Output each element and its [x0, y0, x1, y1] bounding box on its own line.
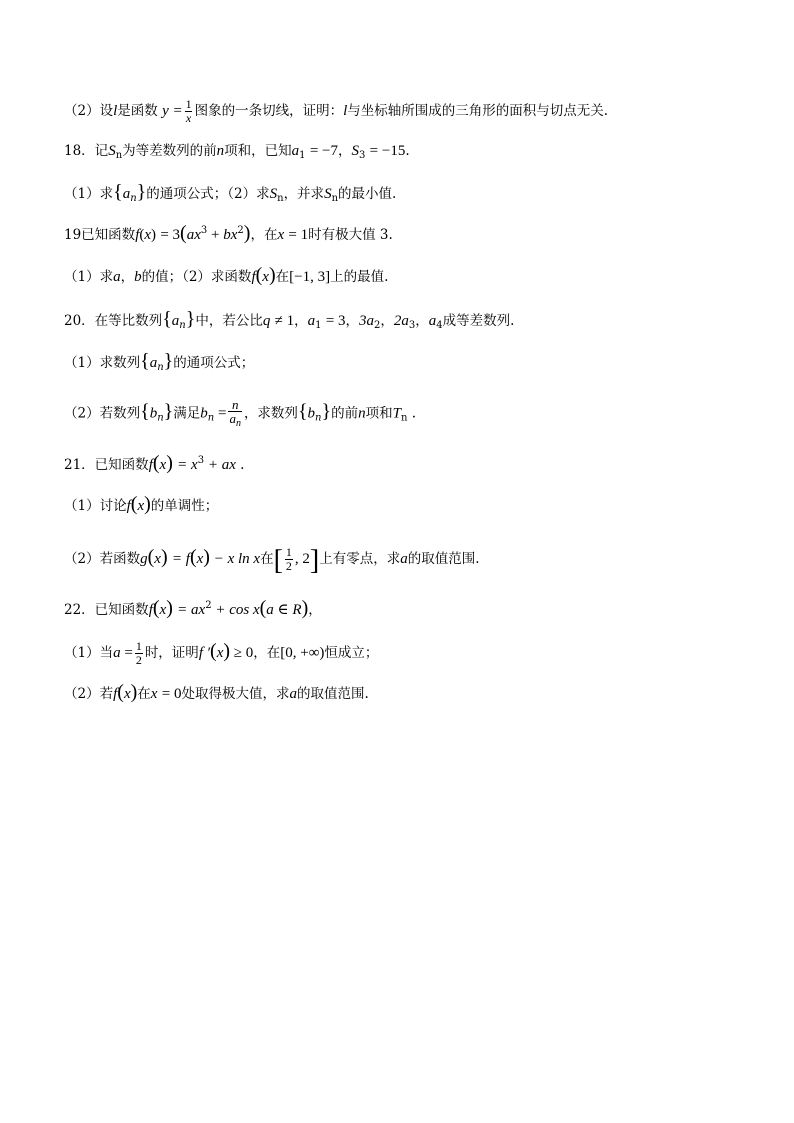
paren: ( [255, 264, 263, 286]
paren: ) [223, 640, 231, 662]
problem-21 [64, 452, 244, 474]
problem-18-questions [64, 183, 396, 208]
paren: ) [243, 222, 251, 244]
math-b: b [200, 405, 208, 422]
subscript: n [157, 362, 164, 373]
fraction-numerator: 1 [285, 545, 292, 559]
text: 21．已知函数 [64, 457, 149, 473]
math-value: , 2 [294, 551, 310, 567]
period: . [510, 313, 515, 329]
math-value: = 1 [288, 227, 309, 243]
fraction-denominator [228, 411, 242, 430]
math-q: q [262, 313, 271, 329]
math-x: x [277, 227, 285, 243]
fraction-1-over-x [185, 98, 193, 125]
math-l: l [343, 103, 348, 119]
brace-left: { [297, 400, 308, 423]
text: 图象的一条切线，证明： [194, 103, 344, 119]
math-expression: = ax [177, 602, 206, 618]
paren: ) [301, 597, 309, 619]
text: 的取值范围 [296, 686, 365, 702]
problem-20 [64, 310, 514, 335]
math-a: a [289, 686, 297, 702]
paren: ) [144, 493, 151, 515]
math-value: ≥ 0 [230, 645, 254, 661]
fraction-numerator: 1 [185, 97, 192, 111]
math-a: a [149, 355, 158, 371]
math-S3: S [351, 143, 359, 159]
text: 恒成立； [324, 645, 379, 661]
text: 18．记 [64, 143, 109, 159]
math-a1: a [291, 143, 300, 159]
fraction-denominator: 2 [135, 653, 142, 667]
fraction-n-over-an [228, 398, 242, 430]
comma: ， [308, 602, 322, 618]
math-value: = 3 [160, 227, 181, 243]
math-g: g [140, 551, 148, 567]
subscript: n [277, 193, 284, 204]
plus: + [207, 227, 224, 243]
paren: ( [210, 640, 217, 662]
comma: ， [345, 313, 360, 329]
text: 中，若公比 [195, 313, 263, 329]
paren: ( [130, 493, 138, 515]
text: 处取得极大值，求 [181, 686, 290, 702]
math-b: b [149, 405, 158, 422]
math-value: = 0 [161, 686, 182, 702]
paren: ) [130, 681, 138, 703]
text: 上有零点，求 [319, 551, 401, 567]
period: . [388, 227, 393, 243]
math-b: b [134, 269, 142, 285]
paren: ( [180, 222, 187, 244]
math-a1: a [307, 313, 316, 329]
text: （1）求 [64, 269, 114, 285]
brace-right: } [163, 400, 174, 423]
text: 在 [275, 269, 290, 285]
fraction-1-over-2 [135, 640, 143, 667]
math-interval: [−1, 3] [289, 269, 331, 285]
paren: ) [151, 227, 157, 243]
comma: ， [120, 269, 135, 285]
text: ，并求 [283, 186, 325, 202]
problem-19 [64, 222, 393, 244]
brace-left: { [162, 308, 172, 330]
math-x: x [144, 227, 152, 243]
problem-19-questions [64, 266, 388, 286]
math-a: a [113, 269, 121, 285]
math-a: a [122, 186, 131, 202]
brace-left: { [113, 181, 123, 203]
superscript: 3 [197, 455, 205, 466]
brace-right: } [163, 350, 174, 372]
text: （2）若函数 [64, 551, 141, 567]
text: 与坐标轴所围成的三角形的面积与切点无关 [347, 103, 604, 119]
paren: ( [259, 597, 267, 619]
brace-right: } [185, 308, 196, 330]
math-S: S [324, 186, 332, 202]
text: 的取值范围 [407, 551, 476, 567]
text: ，在 [253, 645, 281, 661]
math-n: n [216, 143, 225, 159]
fraction-numerator: n [231, 397, 239, 412]
text: 时，证明 [144, 645, 199, 661]
problem-18 [64, 142, 410, 165]
text: （2）若 [64, 686, 114, 702]
text: 20．在等比数列 [64, 313, 163, 329]
paren: ) [160, 546, 168, 568]
subscript: n [235, 418, 241, 429]
math-expression: − x ln x [209, 551, 261, 567]
superscript: 3 [200, 225, 208, 236]
math-x: x [159, 602, 167, 618]
text: 22．已知函数 [64, 602, 149, 618]
math-a: a [113, 645, 121, 661]
period: . [364, 686, 369, 702]
comma: ， [294, 313, 308, 329]
text: 是函数 [117, 103, 158, 119]
equals: = [120, 645, 133, 661]
brace-left: { [140, 350, 150, 372]
math-f: f [148, 457, 153, 473]
period: . [407, 405, 416, 422]
paren: ( [152, 452, 160, 474]
equals: = [214, 405, 227, 422]
text: 的通项公式； [173, 355, 255, 371]
subscript: 2 [374, 320, 381, 331]
subscript: n [179, 320, 186, 331]
text: （2）设 [64, 103, 114, 119]
math-interval: [0, +∞) [280, 645, 325, 661]
subscript: n [315, 412, 322, 424]
math-x: x [216, 645, 224, 661]
text: 19已知函数 [64, 227, 136, 243]
text: 的单调性； [150, 498, 219, 514]
comma: ， [415, 313, 429, 329]
math-T: T [392, 405, 401, 422]
text: 在 [260, 551, 274, 567]
math-l: l [113, 103, 118, 119]
math-S: S [108, 143, 116, 159]
period: . [235, 457, 245, 473]
math-value: = 3 [325, 313, 346, 329]
text: 的值；（2）求函数 [141, 269, 252, 285]
problem-20-part-2 [64, 398, 416, 430]
math-value: = −15 [369, 143, 406, 159]
comma: ， [337, 143, 352, 159]
comma: ， [380, 313, 394, 329]
math-f: f [135, 227, 140, 243]
text: （1）求数列 [64, 355, 141, 371]
superscript: 2 [205, 600, 212, 611]
subscript: n [115, 150, 123, 161]
math-n: n [358, 405, 366, 422]
period: . [392, 186, 397, 202]
math-b: b [307, 405, 316, 422]
subscript: n [157, 412, 164, 424]
subscript: 3 [358, 150, 366, 161]
math-f: f [148, 602, 153, 618]
fraction-numerator: 1 [135, 639, 142, 653]
math-f: f [113, 686, 118, 702]
math-x: x [123, 686, 131, 702]
bracket-right: ] [309, 545, 320, 576]
text: （1）当 [64, 645, 114, 661]
problem-22 [64, 597, 322, 619]
text: 成等差数列 [442, 313, 511, 329]
math-x: x [196, 551, 204, 567]
period: . [475, 551, 480, 567]
math-bx: bx [223, 227, 238, 243]
math-y: y = [162, 103, 183, 119]
math-x: x [262, 269, 269, 285]
math-expression: + ax [204, 457, 236, 473]
paren: ) [268, 264, 276, 286]
math-expression: = f [171, 551, 190, 567]
paren: ( [147, 546, 155, 568]
math-a: a [229, 411, 236, 426]
subscript: 1 [315, 320, 322, 331]
paren: ) [203, 546, 210, 568]
paren: ) [166, 452, 173, 474]
brace-right: } [321, 400, 332, 423]
math-expression: + cos x [211, 602, 260, 618]
period: . [603, 103, 609, 119]
math-term: a [428, 313, 437, 329]
brace-right: } [136, 181, 147, 203]
fraction-denominator: 2 [285, 559, 292, 573]
text: ，求数列 [243, 405, 298, 422]
math-x: x [159, 457, 167, 473]
math-S: S [269, 186, 278, 202]
math-f: f [251, 269, 256, 285]
math-value: = −7 [309, 143, 338, 159]
text: ，在 [250, 227, 278, 243]
problem-21-part-1 [64, 495, 218, 515]
subscript: 4 [436, 320, 443, 331]
text: 项和，已知 [224, 143, 292, 159]
text: （1）求 [64, 186, 114, 202]
math-expression: = x [177, 457, 198, 473]
subscript: 1 [299, 150, 306, 161]
paren: ( [189, 546, 197, 568]
fraction-denominator: x [185, 111, 192, 125]
subscript: n [400, 412, 408, 424]
math-ax: ax [186, 227, 201, 243]
text: 项和 [365, 405, 393, 422]
text: 的通项公式；（2）求 [146, 186, 270, 202]
period: . [384, 269, 389, 285]
subscript: n [331, 193, 339, 204]
problem-22-part-2 [64, 683, 369, 703]
math-expression: a ∈ R [266, 602, 302, 618]
period: . [405, 143, 410, 159]
bracket-left: [ [273, 545, 283, 576]
fraction-1-over-2 [285, 546, 293, 573]
math-a: a [400, 551, 408, 567]
paren: ( [152, 597, 160, 619]
text: 时有极大值 3 [308, 227, 389, 243]
math-x: x [137, 498, 145, 514]
math-term: 2a [393, 313, 409, 329]
brace-left: { [140, 400, 150, 423]
subscript: 3 [408, 320, 416, 331]
math-a: a [171, 313, 180, 329]
text: 为等差数列的前 [122, 143, 217, 159]
text: （2）若数列 [64, 405, 141, 422]
math-x: x [150, 686, 158, 702]
text: 的最小值 [338, 186, 393, 202]
problem-22-part-1 [64, 640, 378, 667]
text: 上的最值 [330, 269, 385, 285]
problem-17-part-2 [64, 98, 608, 125]
text: 的前 [331, 405, 359, 422]
paren: ( [139, 227, 145, 243]
problem-20-part-1 [64, 352, 254, 377]
math-x: x [154, 551, 161, 567]
math-term: 3a [359, 313, 375, 329]
problem-21-part-2 [64, 545, 480, 576]
paren: ( [117, 681, 124, 703]
math-f: f [126, 498, 131, 514]
subscript: n [207, 412, 215, 424]
text: 在 [137, 686, 151, 702]
superscript: 2 [237, 225, 244, 236]
math-value: ≠ 1 [274, 313, 295, 329]
text: （1）讨论 [64, 498, 127, 514]
math-f-prime: f ′ [198, 645, 211, 661]
subscript: n [130, 193, 137, 204]
text: 满足 [173, 405, 201, 422]
paren: ) [166, 597, 173, 619]
